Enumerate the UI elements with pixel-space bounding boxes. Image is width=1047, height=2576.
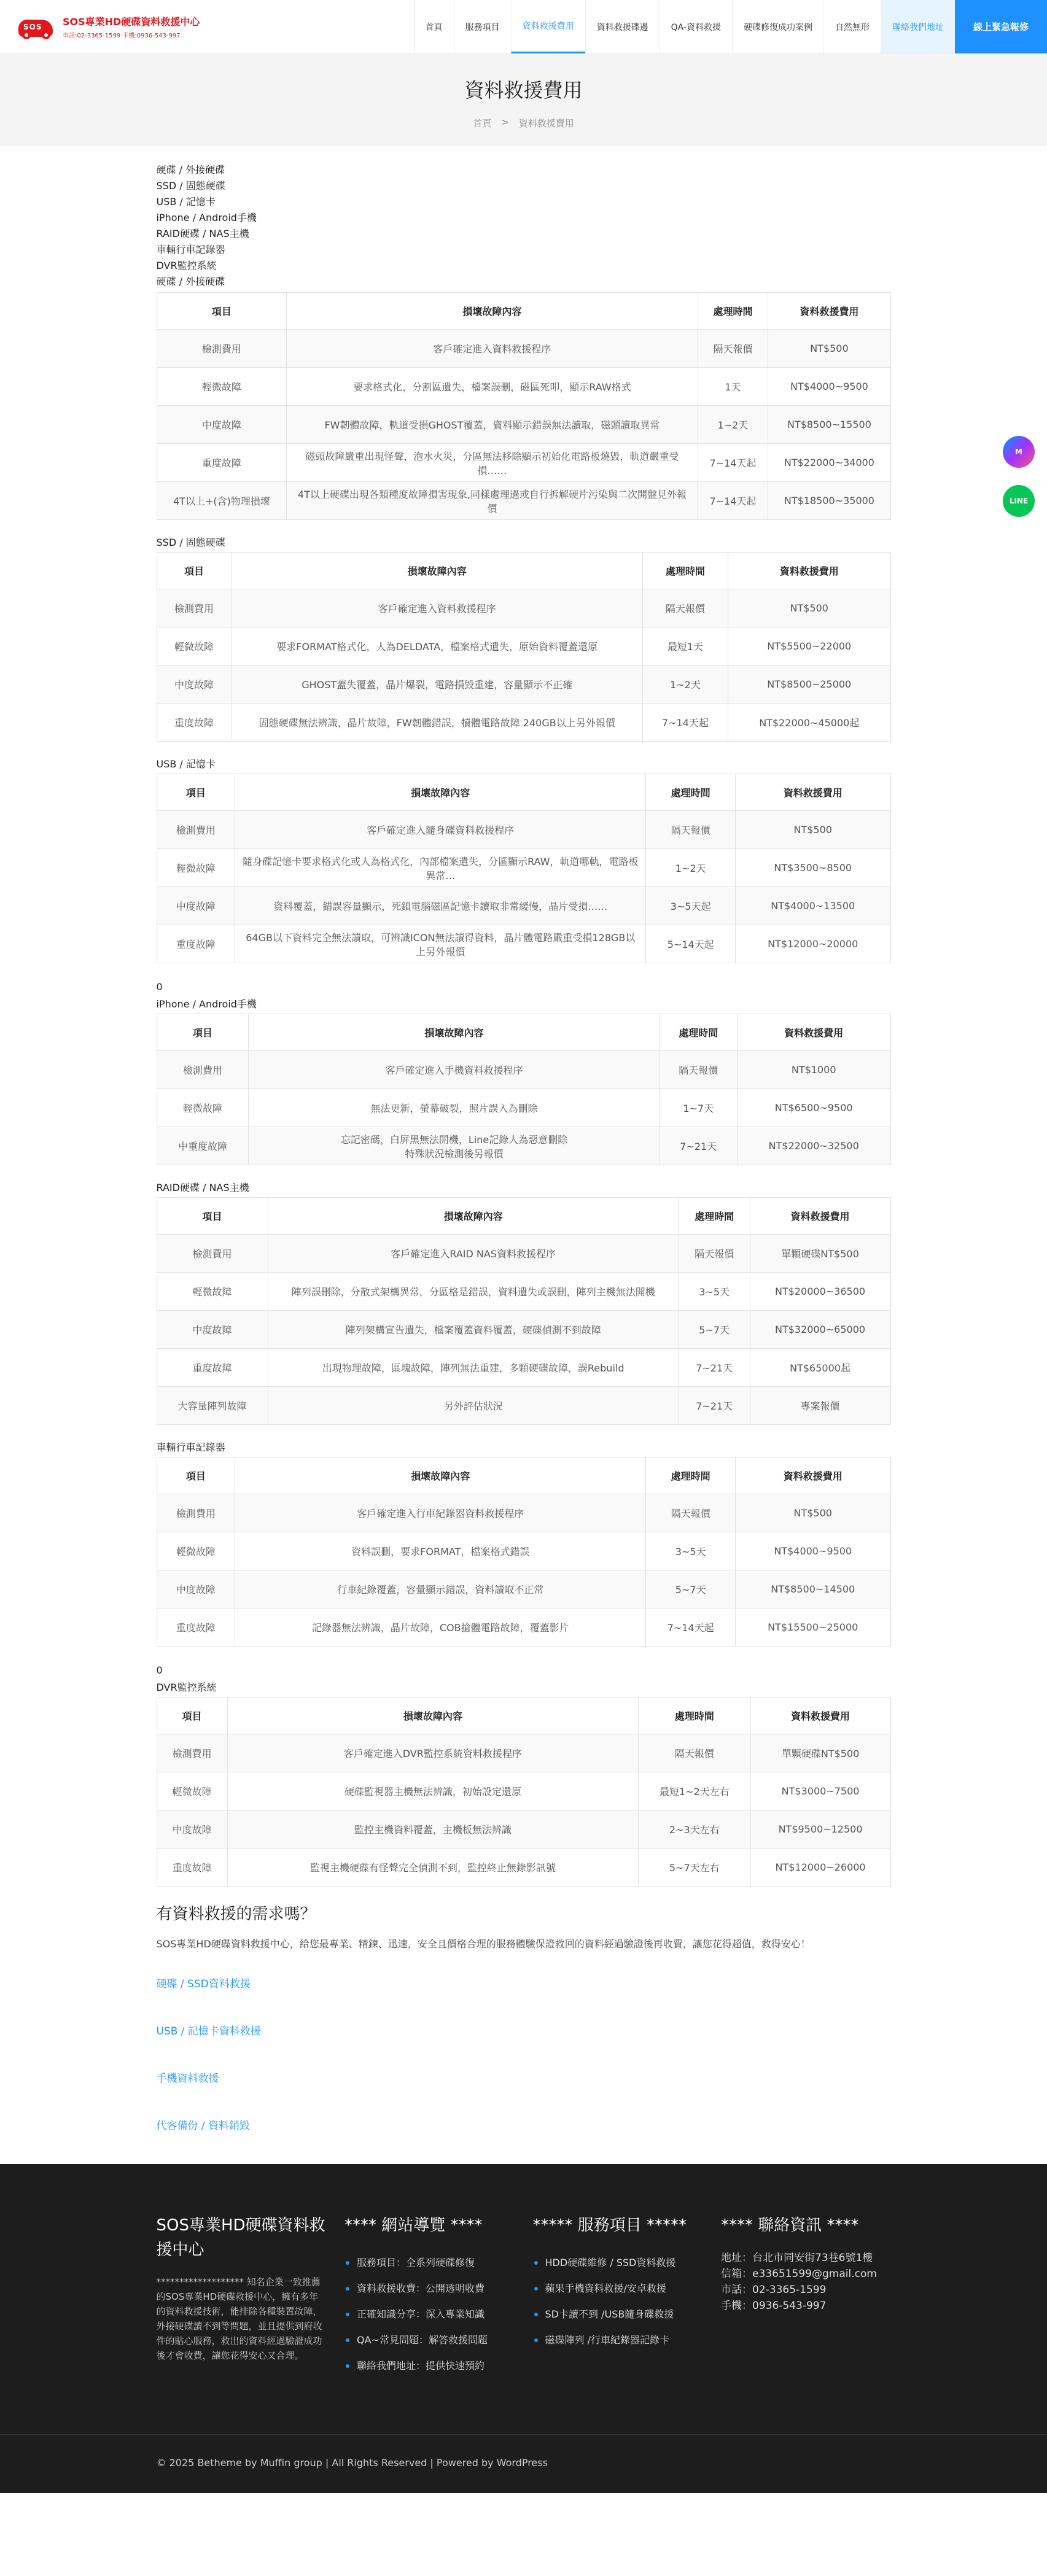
row-item: 重度故障 (157, 925, 235, 963)
row-time: 1天 (698, 368, 768, 406)
row-fee: NT$4000~13500 (735, 887, 890, 925)
row-item: 中度故障 (157, 1570, 235, 1608)
row-time: 隔天報價 (698, 330, 768, 368)
table-row (157, 1051, 890, 1089)
row-content: 監控主機資料覆蓋，主機板無法辨識 (227, 1810, 638, 1849)
row-content: 客戶確定進入資料救援程序 (232, 589, 642, 627)
column-header-fee: 資料救援費用 (728, 553, 890, 589)
footer-link[interactable]: 聯絡我們地址：提供快速預約 (344, 2353, 515, 2379)
page-title: 資料救援費用 (464, 79, 583, 102)
toc-item: 硬碟 / 外接硬碟 (156, 164, 225, 176)
main-nav (414, 0, 1047, 53)
row-fee: NT$22000~45000起 (728, 704, 890, 742)
row-fee: NT$4000~9500 (768, 368, 890, 406)
row-time: 7~14天起 (646, 1608, 736, 1647)
row-fee: 單顆硬碟NT$500 (750, 1734, 890, 1772)
footer-link[interactable]: QA~常見問題：解答救援問題 (344, 2327, 515, 2353)
copyright-bar (0, 2434, 1047, 2493)
row-fee: NT$6500~9500 (737, 1089, 890, 1127)
row-item: 4T以上+(含)物理損壞 (157, 482, 287, 520)
footer-about (157, 2213, 327, 2379)
table-header-row (157, 293, 890, 330)
row-fee: NT$20000~36500 (750, 1273, 890, 1311)
table-row (157, 589, 890, 627)
table-row (157, 444, 890, 482)
page-banner (0, 54, 1047, 146)
contact-address: 地址：台北市同安街73巷6號1樓 (721, 2252, 873, 2264)
row-fee: NT$8500~14500 (735, 1570, 890, 1608)
nav-contact[interactable]: 聯絡我們地址 (881, 0, 955, 53)
column-header-content: 損壞故障內容 (249, 1014, 660, 1051)
row-content: 陣列架構宣告遺失，檔案覆蓋資料覆蓋，硬碟偵測不到故障 (268, 1311, 679, 1349)
breadcrumb-separator: > (501, 117, 509, 128)
table-row (157, 1387, 890, 1425)
column-header-content: 損壞故障內容 (232, 553, 642, 589)
column-header-item: 項目 (157, 1697, 227, 1734)
table-row (157, 1532, 890, 1570)
row-content: 資料誤刪，要求FORMAT，檔案格式錯誤 (235, 1532, 646, 1570)
row-item: 中重度故障 (157, 1127, 249, 1165)
table-header-row (157, 553, 890, 589)
footer-link[interactable]: 資料救援收費：公開透明收費 (344, 2276, 515, 2302)
stray-text: 0 (156, 981, 163, 993)
breadcrumb (0, 117, 1047, 130)
link-usb-card[interactable]: USB / 記憶卡資料救援 (156, 2025, 261, 2038)
table-header-row (157, 1014, 890, 1051)
link-hdd-ssd[interactable]: 硬碟 / SSD資料救援 (156, 1978, 251, 1990)
table-header-row (157, 1198, 890, 1235)
column-header-time: 處理時間 (679, 1198, 750, 1235)
footer-link[interactable]: SD卡讀不到 /USB隨身碟救援 (533, 2302, 703, 2327)
table-row (157, 1849, 890, 1887)
table-row (157, 1127, 890, 1165)
nav-home[interactable]: 首頁 (414, 0, 454, 53)
row-item: 中度故障 (157, 1810, 227, 1849)
row-time: 最短1天 (642, 627, 728, 665)
copyright-text: © 2025 Betheme by Muffin group | All Rights Reserved | Powered by WordPress (156, 2457, 548, 2469)
table-header-row (157, 1457, 890, 1494)
price-tables (157, 292, 891, 1887)
site-logo[interactable] (0, 0, 200, 53)
footer-link[interactable]: 蘋果手機資料救援/安卓救援 (533, 2276, 703, 2302)
row-item: 輕微故障 (157, 849, 235, 887)
row-content: 客戶確定進入行車紀錄器資料救援程序 (235, 1494, 646, 1532)
cta-text: SOS專業HD硬碟資料救援中心，給您最專業、精鍊、迅速，安全且價格合理的服務體驗保證救回的資料經過驗證後再收費，讓您花得超值，救得安心！ (156, 1938, 811, 1950)
table-row (157, 887, 890, 925)
row-content: 客戶確定進入DVR監控系統資料救援程序 (227, 1734, 638, 1772)
logo-title: SOS專業HD硬碟資料救援中心 (63, 16, 200, 28)
table-row (157, 1570, 890, 1608)
messenger-icon[interactable]: M (1003, 436, 1035, 468)
table-row (157, 1311, 890, 1349)
row-item: 檢測費用 (157, 330, 287, 368)
column-header-item: 項目 (157, 553, 232, 589)
footer-contact (721, 2213, 891, 2379)
row-time: 3~5天 (679, 1273, 750, 1311)
row-time: 隔天報價 (660, 1051, 737, 1089)
row-fee: NT$500 (735, 811, 890, 849)
column-header-time: 處理時間 (642, 553, 728, 589)
table-row (157, 811, 890, 849)
nav-qa[interactable]: QA-資料救援 (660, 0, 732, 53)
row-fee: NT$8500~25000 (728, 665, 890, 704)
row-fee: NT$22000~32500 (737, 1127, 890, 1165)
row-content: 隨身碟記憶卡要求格式化或人為格式化，內部檔案遺失，分區顯示RAW，軌道哪軌，電路板異常… (235, 849, 646, 887)
section-label: USB / 記憶卡 (156, 758, 216, 770)
row-fee: NT$15500~25000 (735, 1608, 890, 1647)
column-header-content: 損壞故障內容 (287, 293, 698, 330)
row-time: 隔天報價 (638, 1734, 750, 1772)
column-header-item: 項目 (157, 1014, 249, 1051)
row-time: 3~5天起 (646, 887, 736, 925)
footer-link[interactable]: HDD硬碟維修 / SSD資料救援 (533, 2250, 703, 2276)
logo-subtitle: 市話:02-3365-1599 手機:0936-543-997 (63, 33, 181, 39)
row-item: 輕微故障 (157, 1089, 249, 1127)
row-content: FW韌體故障，軌道受損GHOST覆蓋，資料顯示錯誤無法讀取，磁頭讀取異常 (287, 406, 698, 444)
breadcrumb-home[interactable]: 首頁 (473, 118, 492, 129)
column-header-item: 項目 (157, 1457, 235, 1494)
footer-services-title: ***** 服務項目 ***** (532, 2216, 687, 2235)
main-content (157, 146, 891, 2132)
footer-about-text: ******************* 知名企業一致推薦的SOS專業HD硬碟救援中心，擁有多年的資料救援技術，能排除各種裝置故障，外接硬碟讀不到等問題，並且提供到府收件的貼心服務，救出的資料經過驗證成功後才會收費，讓您花得安心又合理。 (156, 2276, 322, 2361)
price-table (157, 1457, 891, 1647)
row-time: 隔天報價 (679, 1235, 750, 1273)
column-header-content: 損壞故障內容 (235, 774, 646, 811)
row-item: 重度故障 (157, 704, 232, 742)
table-row (157, 330, 890, 368)
price-table (157, 1197, 891, 1425)
table-row (157, 925, 890, 963)
footer-link[interactable]: 服務項目：全系列硬碟修復 (344, 2250, 515, 2276)
column-header-fee: 資料救援費用 (735, 774, 890, 811)
table-row (157, 704, 890, 742)
row-fee: NT$1000 (737, 1051, 890, 1089)
emergency-repair-button[interactable]: 線上緊急報修 (955, 0, 1047, 53)
row-fee: NT$12000~20000 (735, 925, 890, 963)
footer-sitemap (344, 2213, 515, 2379)
footer-sitemap-title: **** 網站導覽 **** (344, 2216, 483, 2235)
row-fee: 單顆硬碟NT$500 (750, 1235, 890, 1273)
row-content: 客戶確定進入RAID NAS資料救援程序 (268, 1235, 679, 1273)
row-time: 7~14天起 (698, 444, 768, 482)
row-item: 大容量陣列故障 (157, 1387, 268, 1425)
toc-item: USB / 記憶卡 (156, 196, 216, 208)
row-item: 檢測費用 (157, 811, 235, 849)
row-item: 重度故障 (157, 444, 287, 482)
row-time: 2~3天左右 (638, 1810, 750, 1849)
row-item: 中度故障 (157, 665, 232, 704)
section-label: 車輛行車記錄器 (156, 1441, 225, 1453)
row-content: 客戶確定進入隨身碟資料救援程序 (235, 811, 646, 849)
row-content: 4T以上硬碟出現各類種度故障損害現象,同樣處理過或自行拆解硬片污染與二次開盤見外報價 (287, 482, 698, 520)
car-logo-icon (17, 12, 56, 42)
line-icon[interactable]: LINE (1003, 485, 1035, 517)
table-row (157, 1349, 890, 1387)
row-content: 要求格式化，分割區遺失，檔案誤刪，磁區死叩，顯示RAW格式 (287, 368, 698, 406)
row-time: 3~5天 (646, 1532, 736, 1570)
row-content: GHOST蓋失覆蓋，晶片爆裂，電路損毀重建，容量顯示不正確 (232, 665, 642, 704)
column-header-fee: 資料救援費用 (750, 1697, 890, 1734)
price-table (157, 1014, 891, 1165)
price-table (157, 774, 891, 963)
row-item: 檢測費用 (157, 1494, 235, 1532)
column-header-content: 損壞故障內容 (268, 1198, 679, 1235)
site-header (0, 0, 1047, 54)
column-header-fee: 資料救援費用 (768, 293, 890, 330)
row-content: 客戶確定進入資料救援程序 (287, 330, 698, 368)
section-index (157, 162, 891, 290)
row-content: 硬碟監視器主機無法辨識，初始設定還原 (227, 1772, 638, 1810)
row-time: 最短1~2天左右 (638, 1772, 750, 1810)
row-fee: 專案報價 (750, 1387, 890, 1425)
table-row (157, 1608, 890, 1647)
row-time: 7~21天 (679, 1349, 750, 1387)
footer-link[interactable]: 磁碟陣列 /行車紀錄器記錄卡 (533, 2327, 703, 2353)
table-row (157, 849, 890, 887)
table-row (157, 368, 890, 406)
row-time: 7~21天 (660, 1127, 737, 1165)
row-time: 1~2天 (698, 406, 768, 444)
row-content: 64GB以下資料完全無法讀取，可辨識ICON無法讀得資料，晶片體電路嚴重受損128GB以上另外報價 (235, 925, 646, 963)
column-header-item: 項目 (157, 1198, 268, 1235)
footer-services (533, 2213, 703, 2379)
row-item: 重度故障 (157, 1349, 268, 1387)
table-row (157, 1494, 890, 1532)
row-content: 出現物理故障，區塊故障，陣列無法重建，多顆硬碟故障，誤Rebuild (268, 1349, 679, 1387)
table-row (157, 482, 890, 520)
column-header-item: 項目 (157, 774, 235, 811)
row-content: 無法更新，螢幕破裂，照片誤入為刪除 (249, 1089, 660, 1127)
cta-title: 有資料救援的需求嗎？ (156, 1905, 316, 1923)
row-fee: NT$500 (735, 1494, 890, 1532)
row-content: 陣列誤刪除，分散式架構異常，分區格是錯誤，資料遺失或誤刪，陣列主機無法開機 (268, 1273, 679, 1311)
row-item: 輕微故障 (157, 1772, 227, 1810)
row-time: 7~14天起 (698, 482, 768, 520)
row-fee: NT$32000~65000 (750, 1311, 890, 1349)
row-item: 輕微故障 (157, 1273, 268, 1311)
row-content: 磁頭故障嚴重出現怪聲，泡水火災，分區無法移除顯示初始化電路板燒毀，軌道嚴重受損…… (287, 444, 698, 482)
row-content: 固態硬碟無法辨識，晶片故障，FW韌體錯誤，犢體電路故障 240GB以上另外報價 (232, 704, 642, 742)
row-content: 要求FORMAT格式化，人為DELDATA，檔案格式遺失，原始資料覆蓋還原 (232, 627, 642, 665)
column-header-content: 損壞故障內容 (227, 1697, 638, 1734)
nav-services[interactable]: 服務項目 (454, 0, 511, 53)
table-row (157, 406, 890, 444)
column-header-fee: 資料救援費用 (750, 1198, 890, 1235)
link-phone[interactable]: 手機資料救援 (156, 2073, 219, 2085)
footer-contact-title: **** 聯絡資訊 **** (721, 2216, 859, 2235)
row-fee: NT$9500~12500 (750, 1810, 890, 1849)
table-row (157, 1273, 890, 1311)
contact-mobile[interactable]: 手機：0936-543-997 (721, 2300, 827, 2312)
row-time: 1~2天 (646, 849, 736, 887)
row-fee: NT$3000~7500 (750, 1772, 890, 1810)
column-header-fee: 資料救援費用 (735, 1457, 890, 1494)
row-content: 資料覆蓋，錯誤容量顯示，死鎖電腦磁區記憶卡讀取非常緩慢，晶片受損…… (235, 887, 646, 925)
section-label: DVR監控系統 (156, 1682, 217, 1693)
footer-about-title: SOS專業HD硬碟資料救援中心 (156, 2216, 325, 2259)
column-header-time: 處理時間 (698, 293, 768, 330)
row-item: 輕微故障 (157, 1532, 235, 1570)
row-content: 監視主機硬碟有怪聲完全偵測不到，監控終止無錄影訊號 (227, 1849, 638, 1887)
table-row (157, 1810, 890, 1849)
row-item: 輕微故障 (157, 368, 287, 406)
row-time: 隔天報價 (646, 811, 736, 849)
column-header-time: 處理時間 (646, 1457, 736, 1494)
row-fee: NT$18500~35000 (768, 482, 890, 520)
site-footer (0, 2164, 1047, 2434)
row-content: 客戶確定進入手機資料救援程序 (249, 1051, 660, 1089)
price-table (157, 552, 891, 742)
row-item: 檢測費用 (157, 1051, 249, 1089)
row-time: 1~7天 (660, 1089, 737, 1127)
toc-item: SSD / 固態硬碟 (156, 180, 225, 192)
section-label: iPhone / Android手機 (156, 998, 257, 1010)
price-table (157, 292, 891, 520)
row-time: 5~7天左右 (638, 1849, 750, 1887)
toc-item: iPhone / Android手機 (156, 212, 257, 223)
row-time: 隔天報價 (642, 589, 728, 627)
contact-phone[interactable]: 市話：02-3365-1599 (721, 2284, 827, 2296)
row-time: 7~21天 (679, 1387, 750, 1425)
row-fee: NT$5500~22000 (728, 627, 890, 665)
row-item: 輕微故障 (157, 627, 232, 665)
row-fee: NT$4000~9500 (735, 1532, 890, 1570)
column-header-time: 處理時間 (660, 1014, 737, 1051)
section-label: RAID硬碟 / NAS主機 (156, 1182, 249, 1193)
table-row (157, 1235, 890, 1273)
row-time: 5~14天起 (646, 925, 736, 963)
footer-link[interactable]: 正確知識分享：深入專業知識 (344, 2302, 515, 2327)
row-content: 忘記密碼，白屏黑無法開機，Line記錄人為惡意刪除 特殊狀況檢測後另報價 (249, 1127, 660, 1165)
contact-email[interactable]: 信箱：e33651599@gmail.com (721, 2268, 877, 2280)
row-fee: NT$500 (768, 330, 890, 368)
row-fee: NT$8500~15500 (768, 406, 890, 444)
row-time: 5~7天 (679, 1311, 750, 1349)
row-item: 中度故障 (157, 406, 287, 444)
price-table (157, 1697, 891, 1887)
column-header-item: 項目 (157, 293, 287, 330)
row-time: 7~14天起 (642, 704, 728, 742)
row-item: 檢測費用 (157, 589, 232, 627)
column-header-time: 處理時間 (646, 774, 736, 811)
row-time: 5~7天 (646, 1570, 736, 1608)
row-fee: NT$22000~34000 (768, 444, 890, 482)
row-content: 行車紀錄覆蓋，容量顯示錯誤，資料讀取不正常 (235, 1570, 646, 1608)
column-header-time: 處理時間 (638, 1697, 750, 1734)
toc-item: RAID硬碟 / NAS主機 (156, 228, 249, 239)
toc-item: DVR監控系統 (156, 260, 217, 271)
nav-misc[interactable]: 自然無形 (823, 0, 881, 53)
row-item: 檢測費用 (157, 1235, 268, 1273)
row-item: 重度故障 (157, 1849, 227, 1887)
row-time: 1~2天 (642, 665, 728, 704)
breadcrumb-current: 資料救援費用 (518, 118, 574, 129)
row-content: 記錄器無法辨識，晶片故障，COB搶體電路故障，覆蓋影片 (235, 1608, 646, 1647)
nav-recovery[interactable]: 資料救援碟邊 (585, 0, 660, 53)
toc-item: 硬碟 / 外接硬碟 (156, 276, 225, 287)
column-header-content: 損壞故障內容 (235, 1457, 646, 1494)
row-item: 重度故障 (157, 1608, 235, 1647)
section-label: SSD / 固態硬碟 (156, 537, 225, 548)
row-time: 隔天報價 (646, 1494, 736, 1532)
nav-cases[interactable]: 硬碟修復成功案例 (732, 0, 823, 53)
row-fee: NT$65000起 (750, 1349, 890, 1387)
toc-item: 車輛行車記錄器 (156, 244, 225, 255)
table-header-row (157, 1697, 890, 1734)
stray-text: 0 (156, 1664, 163, 1676)
table-row (157, 1089, 890, 1127)
row-fee: NT$12000~26000 (750, 1849, 890, 1887)
row-content: 另外評估狀況 (268, 1387, 679, 1425)
table-header-row (157, 774, 890, 811)
row-item: 檢測費用 (157, 1734, 227, 1772)
table-row (157, 1772, 890, 1810)
logo-badge-text: SOS (23, 22, 42, 31)
column-header-fee: 資料救援費用 (737, 1014, 890, 1051)
row-fee: NT$3500~8500 (735, 849, 890, 887)
table-row (157, 665, 890, 704)
row-item: 中度故障 (157, 1311, 268, 1349)
row-item: 中度故障 (157, 887, 235, 925)
table-row (157, 627, 890, 665)
cta-section (157, 1901, 891, 2132)
row-fee: NT$500 (728, 589, 890, 627)
table-row (157, 1734, 890, 1772)
link-backup[interactable]: 代客備份 / 資料銷毀 (156, 2120, 251, 2132)
nav-pricing[interactable]: 資料救援費用 (511, 0, 585, 53)
